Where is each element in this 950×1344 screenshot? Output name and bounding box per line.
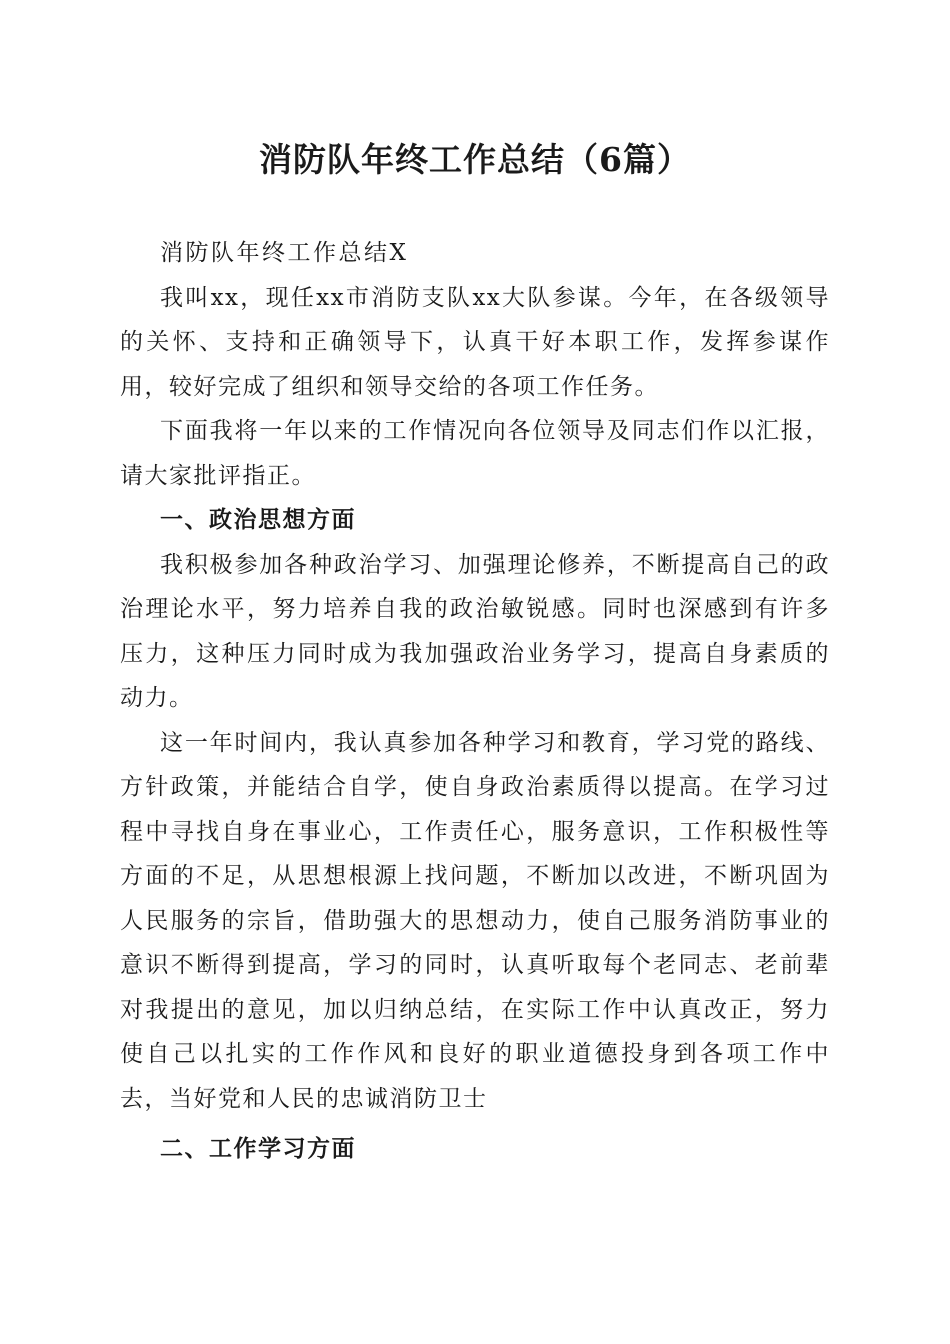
section-heading-work-study: 二、工作学习方面 (160, 1136, 356, 1162)
section-heading-politics: 一、政治思想方面 (160, 507, 356, 533)
intro-paragraph: 下面我将一年以来的工作情况向各位领导及同志们作以汇报，请大家批评指正。 (120, 418, 830, 489)
section-paragraph: 我积极参加各种政治学习、加强理论修养，不断提高自己的政治理论水平，努力培养自我的政治敏锐感。同时也深感到有许多压力，这种压力同时成为我加强政治业务学习，提高自身素质的动力。 (120, 551, 830, 711)
document-body (120, 231, 830, 1172)
section-paragraph: 这一年时间内，我认真参加各种学习和教育，学习党的路线、方针政策，并能结合自学，使自身政治素质得以提高。在学习过程中寻找自身在事业心，工作责任心，服务意识，工作积极性等方面的不足，从思想根源上找问题，不断加以改进，不断巩固为人民服务的宗旨，借助强大的思想动力，使自己服务消防事业的意识不断得到提高，学习的同时，认真听取每个老同志、老前辈对我提出的意见，加以归纳总结，在实际工作中认真改正，努力使自己以扎实的工作作风和良好的职业道德投身到各项工作中去，当好党和人民的忠诚消防卫士 (120, 729, 830, 1112)
intro-paragraph: 我叫xx，现任xx市消防支队xx大队参谋。今年，在各级领导的关怀、支持和正确领导下，认真干好本职工作，发挥参谋作用，较好完成了组织和领导交给的各项工作任务。 (120, 284, 830, 400)
document-subtitle: 消防队年终工作总结X (160, 240, 409, 266)
document-title: 消防队年终工作总结（6篇） (259, 140, 691, 179)
